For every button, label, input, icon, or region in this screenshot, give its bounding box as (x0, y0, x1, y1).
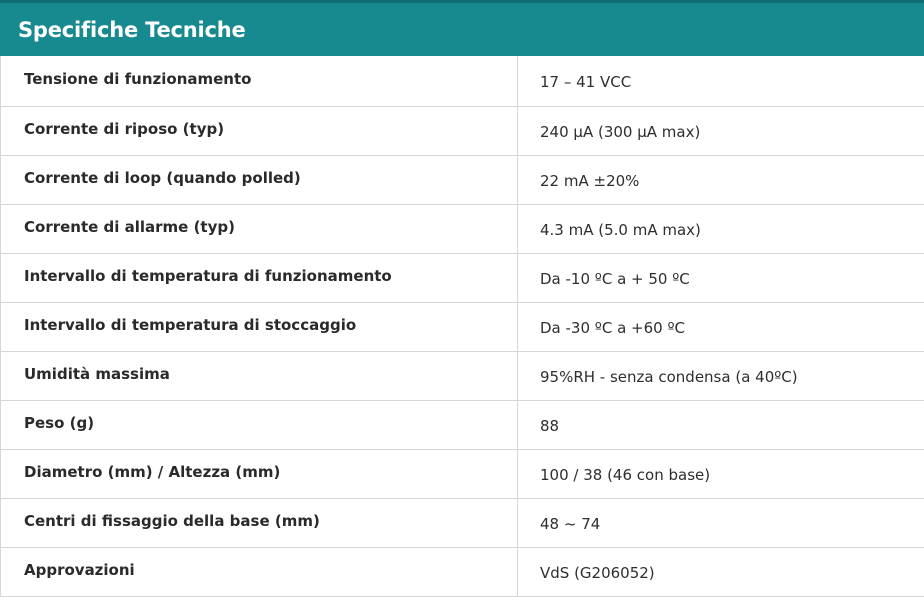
spec-label: Corrente di riposo (typ) (1, 106, 518, 155)
spec-value: 88 (518, 400, 924, 449)
spec-value: 48 ~ 74 (518, 498, 924, 547)
spec-row (1, 204, 924, 253)
spec-label: Diametro (mm) / Altezza (mm) (1, 449, 518, 498)
spec-value: VdS (G206052) (518, 547, 924, 596)
spec-value: 4.3 mA (5.0 mA max) (518, 204, 924, 253)
spec-row (1, 56, 924, 106)
spec-label: Corrente di loop (quando polled) (1, 155, 518, 204)
spec-row (1, 449, 924, 498)
spec-row (1, 400, 924, 449)
spec-value: 95%RH - senza condensa (a 40ºC) (518, 351, 924, 400)
spec-label: Tensione di funzionamento (1, 56, 518, 106)
spec-value: 17 – 41 VCC (518, 56, 924, 106)
spec-label: Umidità massima (1, 351, 518, 400)
spec-value: 100 / 38 (46 con base) (518, 449, 924, 498)
spec-row (1, 155, 924, 204)
spec-title: Specifiche Tecniche (18, 17, 246, 42)
spec-row (1, 547, 924, 596)
spec-row (1, 351, 924, 400)
spec-value: Da -30 ºC a +60 ºC (518, 302, 924, 351)
spec-table (0, 56, 924, 597)
spec-label: Approvazioni (1, 547, 518, 596)
spec-header (0, 0, 924, 56)
spec-row (1, 253, 924, 302)
spec-label: Intervallo di temperatura di stoccaggio (1, 302, 518, 351)
spec-value: 22 mA ±20% (518, 155, 924, 204)
spec-row (1, 302, 924, 351)
spec-value: 240 µA (300 µA max) (518, 106, 924, 155)
spec-row (1, 498, 924, 547)
spec-row (1, 106, 924, 155)
spec-label: Centri di fissaggio della base (mm) (1, 498, 518, 547)
spec-label: Intervallo di temperatura di funzionamento (1, 253, 518, 302)
spec-label: Peso (g) (1, 400, 518, 449)
spec-value: Da -10 ºC a + 50 ºC (518, 253, 924, 302)
spec-label: Corrente di allarme (typ) (1, 204, 518, 253)
